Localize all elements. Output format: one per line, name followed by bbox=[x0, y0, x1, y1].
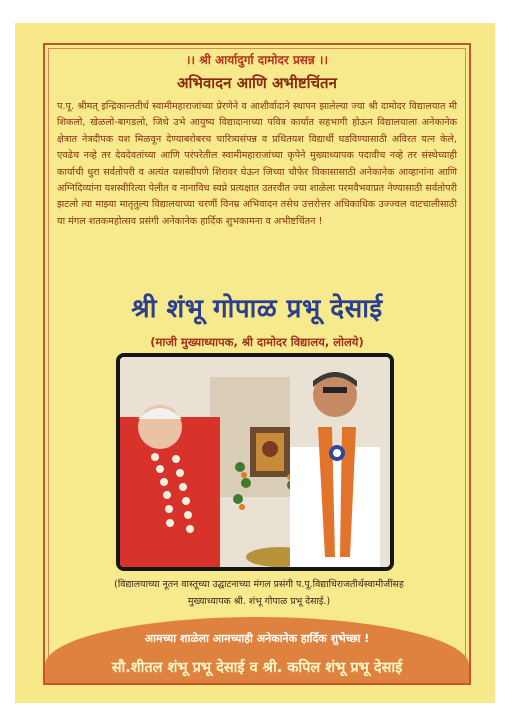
footer-greeting: आमच्या शाळेला आमच्याही अनेकानेक हार्दिक शुभेच्छा ! bbox=[144, 632, 370, 645]
card-frame bbox=[43, 43, 471, 685]
event-photo bbox=[116, 353, 394, 571]
photo-caption-line-2: मुख्याध्यापक श्री. शंभू गोपाळ प्रभू देसाई.) bbox=[187, 596, 331, 607]
photo-caption-line-1: (विद्यालयाच्या नूतन वास्तूच्या उद्घाटनाच्या मंगल प्रसंगी प.पू.विद्याधिराजतीर्थस्वामीजींसह bbox=[114, 579, 404, 590]
honoree-role: (माजी मुख्याध्यापक, श्री दामोदर विद्यालय, लोलये) bbox=[150, 335, 364, 349]
greeting-subtitle: अभिवादन आणि अभीष्टचिंतन bbox=[177, 74, 337, 92]
tribute-paragraph: प.पू. श्रीमत् इन्द्रिकान्ततीर्थ स्वामीमहाराजांच्या प्रेरणेने व आशीर्वादाने स्थापन झालेल्या ज्या श्री दामोदर विद्यालयात मी शिकलो, खेळलो-बागडलो, जिथे उभे आयुष्य विद्यादानाच्या पवित्र कार्यात सहभागी होऊन विद्यालयाला अनेकानेक क्षेत्रात नेत्रदीपक यश मिळवून देण्याबरोबरच चारित्र्यसंपन्न व प्रथितयश विद्यार्थी घडविण्यासाठी अविरत यत्न केले, एवढेच नव्हे तर देवदेवतांच्या आणि परंपरेतील स्वामीमहाराजांच्या कृपेने मुख्याध्यापक पदावीच नव्हे तर संस्थेच्याही कार्याची धुरा सर्वतोपरी व अत्यंत यशस्वीपणे शिरावर घेऊन जिच्या चौफेर विकासासाठी अनेकानेक आव्हानांना आणि अग्निदिव्यांना यशस्वीरित्या पेलीत व नानाविध स्वप्ने प्रत्यक्षात उतरवीत ज्या शाळेला परमवैभवाप्रत नेण्यासाठी सर्वतोपरी झटलो त्या माझ्या मातृतुल्य विद्यालयाच्या चरणीं विनम्र अभिवादन तसेच उत्तरोत्तर अधिकाधिक उज्ज्वल वाटचालीसाठी या मंगल शतकमहोत्सव प्रसंगी अनेकानेक हार्दिक शुभकामना व अभीष्टचिंतन ! bbox=[57, 101, 457, 227]
photo-caption bbox=[65, 576, 453, 610]
event-photo-illustration bbox=[120, 357, 390, 567]
invocation-heading: ।। श्री आर्यादुर्गा दामोदर प्रसन्न ।। bbox=[185, 53, 329, 67]
footer-signatories: सौ.शीतल शंभू प्रभू देसाई व श्री. कपिल शंभू प्रभू देसाई bbox=[111, 660, 403, 676]
honoree-name: श्री शंभू गोपाळ प्रभू देसाई bbox=[131, 294, 383, 324]
page bbox=[15, 23, 495, 703]
